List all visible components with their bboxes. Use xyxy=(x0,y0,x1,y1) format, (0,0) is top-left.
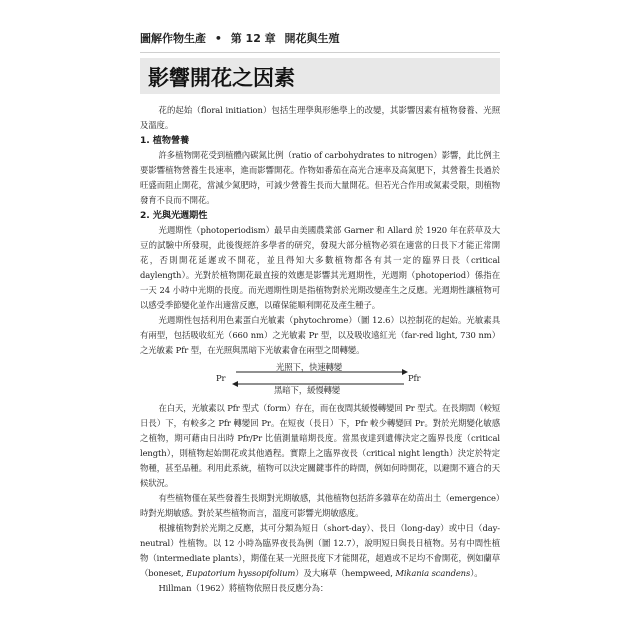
book-title: 圖解作物生產 xyxy=(140,32,206,45)
species-connector-1: ）及大麻草（hempweed, xyxy=(295,568,396,578)
species-connector-2: ）。 xyxy=(470,568,483,578)
body-text xyxy=(140,103,500,603)
section-heading-nutrition: 1. 植物營養 xyxy=(140,135,190,146)
phytochrome-conversion-diagram xyxy=(140,359,500,399)
reverse-arrow-head xyxy=(232,381,238,387)
header-separator: • xyxy=(214,32,222,45)
section-title-banner xyxy=(140,58,500,94)
classification-paragraph xyxy=(140,521,500,581)
species-name-1: Eupatorium hyssopifolium xyxy=(186,568,296,578)
sensitivity-paragraph: 有些植物僅在某些發養生長期對光期敏感，其他植物包括許多雜草在幼苗出土（emergence）時對光期敏感。對於某些植物而言，溫度可影響光期敏感度。 xyxy=(140,493,500,518)
pfr-label: Pfr xyxy=(408,373,421,383)
photoperiodism-paragraph-2: 光週期性包括利用色素蛋白光敏素（phytochrome）（圖 12.6）以控制花的起始。光敏素具有兩型，包括吸收紅光（660 nm）之光敏素 Pr 型，以及吸收遠紅光（far-red light, 730 nm）之光敏素 Pfr 型，在光照與黑暗下光敏素會在兩型之間轉變。 xyxy=(140,315,500,355)
chapter-label: 第 12 章 xyxy=(230,32,276,45)
section-title: 影響開花之因素 xyxy=(148,66,295,90)
hillman-paragraph: Hillman（1962）將植物依照日長反應分為： xyxy=(158,583,329,593)
header-divider xyxy=(140,52,500,53)
dark-conversion-label: 黑暗下，緩慢轉變 xyxy=(274,385,341,395)
intro-paragraph: 花的起始（floral initiation）包括生理學與形態學上的改變，其影響因素有植物發養、光照及溫度。 xyxy=(140,105,500,130)
photoperiodism-paragraph-1: 光週期性（photoperiodism）最早由美國農業部 Garner 和 Allard 於 1920 年在菸草及大豆的試驗中所發現，此後復經許多學者的研究，發現大部分植物必須在適當的日長下才能正常開花，否則開花延遲或不開花，並且得知大多數植物都各有其一定的臨界日長（critical daylength）。光對於植物開花最直接的效應是影響其光週期性，光週期（photoperiod）係指在一天 24 小時中光期的長度。而光週期性則是指植物對於光期改變產生之反應。光週期性讓植物可以感受季節變化並作出適當反應，以確保能順利開花及產生種子。 xyxy=(140,225,500,310)
chapter-title: 開花與生殖 xyxy=(284,32,340,45)
species-name-2: Mikania scandens xyxy=(395,568,471,578)
daytime-paragraph: 在白天，光敏素以 Pfr 型式（form）存在，而在夜間其緩慢轉變回 Pr 型式。在長期間（較短日長）下，有較多之 Pfr 轉變回 Pr。在短夜（長日）下，Pfr 較少轉變回 Pr。對於光期變化敏感之植物，期可藉由日出時 Pfr/Pr 比值測量暗期長度。當黑夜達到遺傳決定之臨界長度（critical length），則植物起始開花或其他過程。實際上之臨界夜長（critical night length）決定於特定物種，甚至品種。利用此系統，植物可以決定關鍵事件的時間，例如何時開花，以避開不適合的天候狀況。 xyxy=(140,403,500,488)
pr-label: Pr xyxy=(216,373,226,383)
nutrition-paragraph: 許多植物開花受到植體內碳氮比例（ratio of carbohydrates to nitrogen）影響，此比例主要影響植物營養生長速率，進而影響開花。作物如番茄在高光合速率及高氮肥下，其營養生長過於旺盛而阻止開花，當減少氮肥時，可減少營養生長而大量開花。但若光合作用或氮素受限，則植物發育不良而不開花。 xyxy=(140,150,500,205)
light-conversion-label: 光照下，快速轉變 xyxy=(276,362,343,372)
running-header xyxy=(140,30,500,46)
classification-text: 根據植物對於光期之反應，其可分類為短日（short-day）、長日（long-day）或中日（day-neutral）性植物。以 12 小時為臨界夜長為例（圖 12.7），說明短日與長日植物。另有中間性植物（intermediate plants），期僅在某一光照長度下才能開花，超過或不足均不會開花，例如蘭草（boneset, xyxy=(140,523,500,578)
section-heading-photoperiodism: 2. 光與光週期性 xyxy=(140,210,208,221)
